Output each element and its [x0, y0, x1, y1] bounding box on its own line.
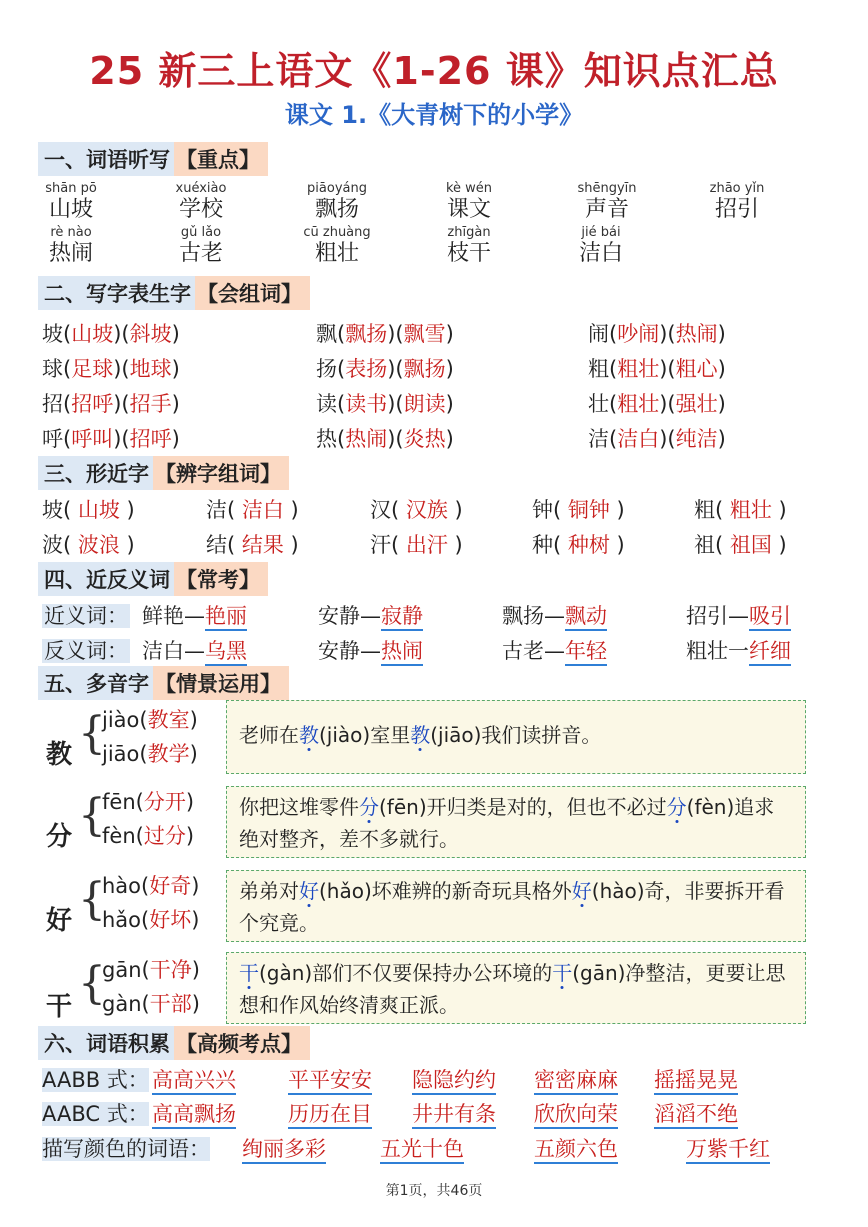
word-group-label: AABB 式： — [42, 1068, 149, 1092]
zuci-item: 粗(粗壮)(粗心) — [588, 357, 726, 381]
section-heading-3 — [38, 456, 289, 490]
word-chip: 高高飘扬 — [152, 1102, 236, 1129]
word-chip: 摇摇晃晃 — [654, 1068, 738, 1095]
example-sentence-box: 你把这堆零件分(fēn)开归类是对的，但也不必过分(fèn)追求绝对整齐，差不多就行。 — [226, 786, 806, 858]
section-tag: 【辨字组词】 — [153, 456, 289, 490]
word-chip: 密密麻麻 — [534, 1068, 618, 1095]
vocab-item: zhāo yǐn 招引 — [709, 181, 765, 222]
synonym-pair: 招引—吸引 — [686, 600, 791, 630]
word-group-label: AABC 式： — [42, 1102, 149, 1126]
zuci-item: 坡(山坡)(斜坡) — [42, 322, 180, 346]
xingjin-item: 粗( 粗壮 ) — [694, 498, 787, 522]
vocab-item: shēngyīn 声音 — [577, 181, 637, 222]
word-chip: 高高兴兴 — [152, 1068, 236, 1095]
antonym-pair: 洁白—乌黑 — [142, 635, 247, 665]
xingjin-item: 祖( 祖国 ) — [694, 533, 787, 557]
word-chip: 五颜六色 — [534, 1137, 618, 1164]
vocab-item: kè wén 课文 — [445, 181, 493, 222]
xingjin-item: 洁( 洁白 ) — [206, 498, 299, 522]
vocab-item: cū zhuàng 粗壮 — [303, 225, 371, 266]
zuci-item: 飘(飘扬)(飘雪) — [316, 322, 454, 346]
word-group-label: 描写颜色的词语： — [42, 1137, 210, 1161]
word-chip: 绚丽多彩 — [242, 1137, 326, 1164]
word-chip: 万紫千红 — [686, 1137, 770, 1164]
word-chip: 滔滔不绝 — [654, 1102, 738, 1129]
antonym-pair: 粗壮一纤细 — [686, 635, 791, 665]
section-title: 二、写字表生字 — [38, 276, 195, 310]
polyphone-char: 分 — [46, 822, 73, 852]
vocab-item: jié bái 洁白 — [578, 225, 623, 266]
page-footer: 第1页，共46页 — [385, 1183, 483, 1199]
zuci-item: 呼(呼叫)(招呼) — [42, 427, 180, 451]
section-tag: 【会组词】 — [195, 276, 310, 310]
polyphone-char: 好 — [46, 906, 73, 936]
word-group-row — [42, 1133, 210, 1163]
brace-icon: { — [78, 790, 106, 841]
section-tag: 【重点】 — [174, 142, 268, 176]
xingjin-item: 结( 结果 ) — [206, 533, 299, 557]
zuci-item: 洁(洁白)(纯洁) — [588, 427, 726, 451]
section-heading-6 — [38, 1026, 310, 1060]
synonym-pair: 鲜艳—艳丽 — [142, 600, 247, 630]
polyphone-char: 干 — [46, 992, 73, 1022]
xingjin-item: 坡( 山坡 ) — [42, 498, 135, 522]
vocab-item: zhīgàn 枝干 — [446, 225, 491, 266]
zuci-item: 闹(吵闹)(热闹) — [588, 322, 726, 346]
brace-icon: { — [78, 708, 106, 759]
section-tag: 【高频考点】 — [174, 1026, 310, 1060]
example-sentence-box: 干(gàn)部们不仅要保持办公环境的干(gān)净整洁，更要让思想和作风始终清爽正派。 — [226, 952, 806, 1024]
word-chip: 五光十色 — [380, 1137, 464, 1164]
xingjin-item: 汉( 汉族 ) — [370, 498, 463, 522]
example-sentence-box: 弟弟对好(hǎo)坏难辨的新奇玩具格外好(hào)奇，非要拆开看个究竟。 — [226, 870, 806, 942]
xingjin-item: 种( 种树 ) — [532, 533, 625, 557]
example-sentence-box: 老师在教(jiào)室里教(jiāo)我们读拼音。 — [226, 700, 806, 774]
word-chip: 平平安安 — [288, 1068, 372, 1095]
section-tag: 【情景运用】 — [153, 666, 289, 700]
word-chip: 井井有条 — [412, 1102, 496, 1129]
brace-icon: { — [78, 958, 106, 1009]
section-heading-2 — [38, 276, 310, 310]
zuci-item: 球(足球)(地球) — [42, 357, 180, 381]
zuci-item: 热(热闹)(炎热) — [316, 427, 454, 451]
zuci-item: 读(读书)(朗读) — [316, 392, 454, 416]
lesson-subtitle: 课文 1.《大青树下的小学》 — [284, 101, 584, 129]
vocab-item: piāoyáng 飘扬 — [307, 181, 367, 222]
vocab-item: xuéxiào 学校 — [175, 181, 227, 222]
word-chip: 欣欣向荣 — [534, 1102, 618, 1129]
section-title: 五、多音字 — [38, 666, 153, 700]
word-chip: 隐隐约约 — [412, 1068, 496, 1095]
antonym-pair: 安静—热闹 — [318, 635, 423, 665]
section-heading-5 — [38, 666, 289, 700]
word-group-row — [42, 1064, 149, 1094]
zuci-item: 壮(粗壮)(强壮) — [588, 392, 726, 416]
zuci-item: 扬(表扬)(飘扬) — [316, 357, 454, 381]
word-group-row — [42, 1098, 149, 1128]
section-heading-4 — [38, 562, 268, 596]
xingjin-item: 汗( 出汗 ) — [370, 533, 463, 557]
section-title: 一、词语听写 — [38, 142, 174, 176]
xingjin-item: 钟( 铜钟 ) — [532, 498, 625, 522]
synonym-pair: 飘扬—飘动 — [502, 600, 607, 630]
section-title: 六、词语积累 — [38, 1026, 174, 1060]
brace-icon: { — [78, 874, 106, 925]
synonym-label: 近义词： — [44, 604, 128, 628]
zuci-item: 招(招呼)(招手) — [42, 392, 180, 416]
section-heading-1 — [38, 142, 268, 176]
polyphone-char: 教 — [46, 740, 73, 770]
antonym-pair: 古老—年轻 — [502, 635, 607, 665]
section-tag: 【常考】 — [174, 562, 268, 596]
section-title: 三、形近字 — [38, 456, 153, 490]
vocab-item: gǔ lǎo 古老 — [178, 225, 223, 266]
section-title: 四、近反义词 — [38, 562, 174, 596]
word-chip: 历历在目 — [288, 1102, 372, 1129]
xingjin-item: 波( 波浪 ) — [42, 533, 135, 557]
synonym-pair: 安静—寂静 — [318, 600, 423, 630]
antonym-label: 反义词： — [44, 639, 128, 663]
vocab-item: shān pō 山坡 — [45, 181, 97, 222]
page-title: 25 新三上语文《1-26 课》知识点汇总 — [89, 49, 779, 93]
vocab-item: rè nào 热闹 — [48, 225, 93, 266]
